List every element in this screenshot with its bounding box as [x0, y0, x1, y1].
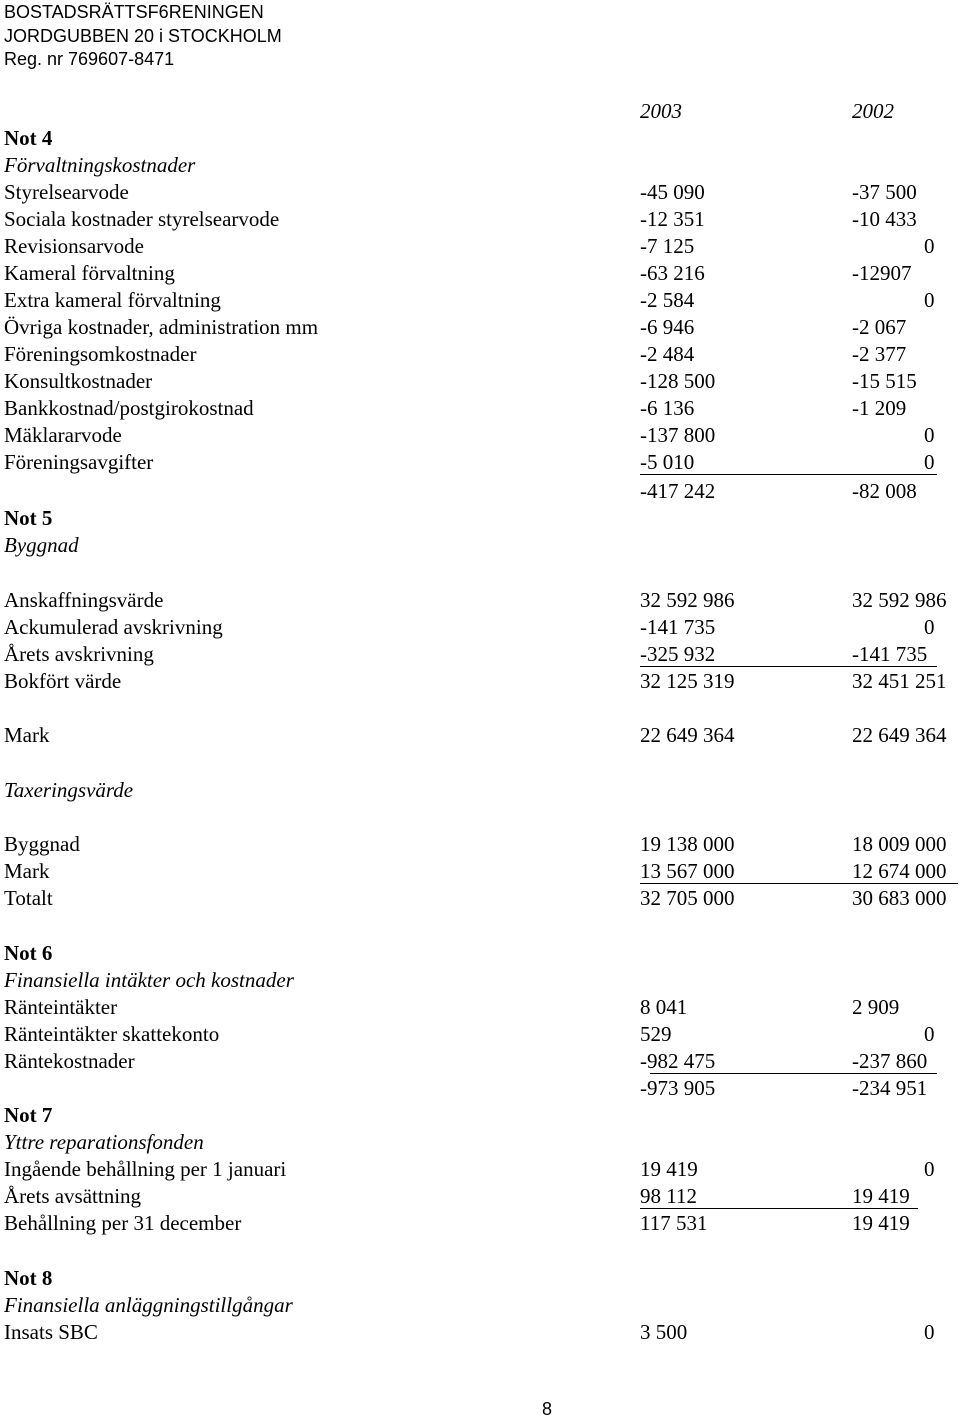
row-label: Totalt: [4, 886, 53, 910]
value-2003: 32 125 319: [640, 669, 735, 693]
value-2003: -137 800: [640, 423, 716, 447]
sum-underline: [650, 1073, 937, 1074]
sum-underline: [640, 666, 937, 667]
value-2003: 19 138 000: [640, 832, 735, 856]
row-label: Bokfört värde: [4, 669, 122, 693]
tax-value-heading: Taxeringsvärde: [4, 778, 134, 802]
value-2002: -1 209: [852, 396, 907, 420]
value-2002: 18 009 000: [852, 832, 947, 856]
value-2002: 32 592 986: [852, 588, 947, 612]
row-label: Föreningsavgifter: [4, 450, 154, 474]
row-label: Bankkostnad/postgirokostnad: [4, 396, 254, 420]
row-label: Föreningsomkostnader: [4, 342, 197, 366]
note-4-subheading: Förvaltningskostnader: [4, 153, 196, 177]
year-header-2003: 2003: [640, 99, 682, 123]
org-name: BOSTADSRÄTTSF6RENINGEN: [4, 2, 264, 22]
value-2003: -5 010: [640, 450, 695, 474]
value-2003: -2 484: [640, 342, 695, 366]
sum-underline: [640, 474, 937, 475]
value-2003: 8 041: [640, 995, 688, 1019]
value-2002: -141 735: [852, 642, 928, 666]
total-2002: -234 951: [852, 1076, 928, 1100]
value-2002: 0: [924, 1320, 935, 1344]
value-2002: 0: [924, 1022, 935, 1046]
note-6-subheading: Finansiella intäkter och kostnader: [4, 968, 294, 992]
value-2002: 2 909: [852, 995, 900, 1019]
value-2003: -141 735: [640, 615, 716, 639]
value-2002: -237 860: [852, 1049, 928, 1073]
value-2003: 13 567 000: [640, 859, 735, 883]
row-label: Insats SBC: [4, 1320, 98, 1344]
value-2003: -325 932: [640, 642, 716, 666]
sum-underline: [640, 1208, 918, 1209]
row-label: Övriga kostnader, administration mm: [4, 315, 319, 339]
value-2002: 19 419: [852, 1184, 910, 1208]
value-2002: -2 067: [852, 315, 907, 339]
note-6-heading: Not 6: [4, 941, 53, 965]
value-2002: 22 649 364: [852, 723, 947, 747]
value-2002: -2 377: [852, 342, 907, 366]
value-2003: 19 419: [640, 1157, 698, 1181]
value-2002: 12 674 000: [852, 859, 947, 883]
value-2003: -6 946: [640, 315, 695, 339]
row-label: Styrelsearvode: [4, 180, 129, 204]
value-2003: 32 705 000: [640, 886, 735, 910]
total-2002: -82 008: [852, 479, 917, 503]
value-2002: 19 419: [852, 1211, 910, 1235]
value-2002: 0: [924, 1157, 935, 1181]
page-number: 8: [541, 1399, 552, 1419]
total-2003: -417 242: [640, 479, 716, 503]
value-2002: -37 500: [852, 180, 917, 204]
row-label: Extra kameral förvaltning: [4, 288, 221, 312]
row-label: Kameral förvaltning: [4, 261, 175, 285]
value-2002: 0: [924, 423, 935, 447]
org-name-line2: JORDGUBBEN 20 i STOCKHOLM: [4, 26, 282, 46]
value-2003: -6 136: [640, 396, 695, 420]
note-4-heading: Not 4: [4, 126, 53, 150]
row-label: Räntekostnader: [4, 1049, 135, 1073]
row-label: Mäklararvode: [4, 423, 122, 447]
row-label: Anskaffningsvärde: [4, 588, 164, 612]
note-5-subheading: Byggnad: [4, 533, 79, 557]
row-label: Konsultkostnader: [4, 369, 153, 393]
row-label: Sociala kostnader styrelsearvode: [4, 207, 280, 231]
row-label: Årets avsättning: [4, 1184, 142, 1208]
row-label: Mark: [4, 859, 50, 883]
row-label: Ackumulerad avskrivning: [4, 615, 223, 639]
value-2003: 3 500: [640, 1320, 688, 1344]
value-2002: 0: [924, 234, 935, 258]
value-2003: -128 500: [640, 369, 716, 393]
value-2003: 529: [640, 1022, 672, 1046]
row-label: Ränteintäkter: [4, 995, 118, 1019]
value-2002: 0: [924, 450, 935, 474]
value-2002: -12907: [852, 261, 912, 285]
year-header-2002: 2002: [852, 99, 894, 123]
row-label: Ränteintäkter skattekonto: [4, 1022, 220, 1046]
value-2002: 30 683 000: [852, 886, 947, 910]
row-label: Byggnad: [4, 832, 80, 856]
row-label: Revisionsarvode: [4, 234, 144, 258]
note-8-subheading: Finansiella anläggningstillgångar: [4, 1293, 293, 1317]
value-2003: -2 584: [640, 288, 695, 312]
row-label: Behållning per 31 december: [4, 1211, 242, 1235]
value-2003: 22 649 364: [640, 723, 735, 747]
row-label: Årets avskrivning: [4, 642, 154, 666]
note-5-heading: Not 5: [4, 506, 53, 530]
value-2003: -12 351: [640, 207, 705, 231]
value-2003: 32 592 986: [640, 588, 735, 612]
value-2003: -982 475: [640, 1049, 716, 1073]
value-2003: -45 090: [640, 180, 705, 204]
value-2003: -63 216: [640, 261, 705, 285]
value-2002: 0: [924, 615, 935, 639]
reg-number: Reg. nr 769607-8471: [4, 49, 175, 69]
note-7-heading: Not 7: [4, 1103, 53, 1127]
note-7-subheading: Yttre reparationsfonden: [4, 1130, 204, 1154]
note-8-heading: Not 8: [4, 1266, 53, 1290]
value-2002: 32 451 251: [852, 669, 947, 693]
row-label: Mark: [4, 723, 50, 747]
value-2003: 98 112: [640, 1184, 697, 1208]
value-2002: 0: [924, 288, 935, 312]
sum-underline: [640, 883, 958, 884]
value-2003: -7 125: [640, 234, 695, 258]
value-2003: 117 531: [640, 1211, 708, 1235]
value-2002: -15 515: [852, 369, 917, 393]
row-label: Ingående behållning per 1 januari: [4, 1157, 287, 1181]
value-2002: -10 433: [852, 207, 917, 231]
total-2003: -973 905: [640, 1076, 716, 1100]
